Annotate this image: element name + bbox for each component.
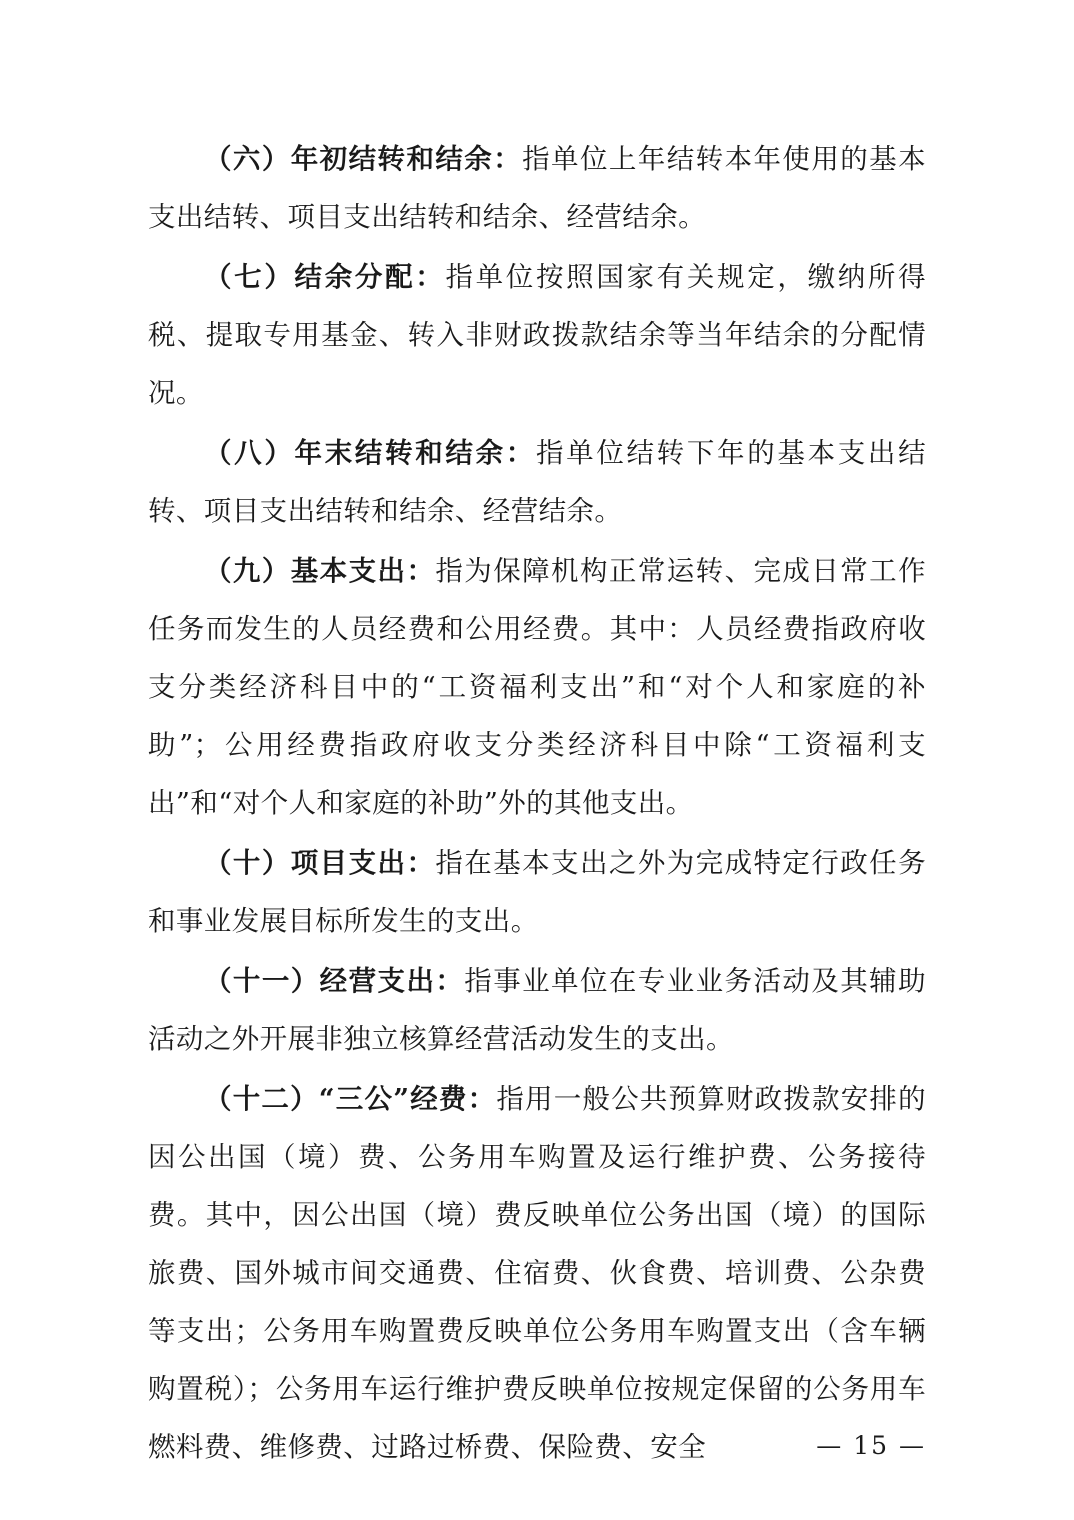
paragraph-7-lead: （七）结余分配： — [204, 261, 446, 293]
paragraph-12-text: 指用一般公共预算财政拨款安排的因公出国（境）费、公务用车购置及运行维护费、公务接待费。其中，因公出国（境）费反映单位公务出国（境）的国际旅费、国外城市间交通费、住宿费、伙食费、培训费、公杂费等支出；公务用车购置费反映单位公务用车购置支出（含车辆购置税）；公务用车运行维护费反映单位按规定保留的公务用车燃料费、维修费、过路过桥费、保险费、安全 — [148, 1083, 927, 1463]
paragraph-12-lead: （十二）“三公”经费： — [204, 1083, 497, 1115]
paragraph-11-lead: （十一）经营支出： — [204, 965, 465, 997]
paragraph-9-lead: （九）基本支出： — [204, 555, 436, 587]
paragraph-11-text: 指事业单位在专业业务活动及其辅助活动之外开展非独立核算经营活动发生的支出。 — [148, 965, 926, 1055]
paragraph-10-lead: （十）项目支出： — [204, 847, 436, 879]
paragraph-9 — [148, 542, 926, 832]
paragraph-9-text: 指为保障机构正常运转、完成日常工作任务而发生的人员经费和公用经费。其中：人员经费指政府收支分类经济科目中的“工资福利支出”和“对个人和家庭的补助”；公用经费指政府收支分类经济科目中除“工资福利支出”和“对个人和家庭的补助”外的其他支出。 — [148, 555, 926, 819]
paragraph-6-text: 指单位上年结转本年使用的基本支出结转、项目支出结转和结余、经营结余。 — [148, 143, 926, 233]
document-body — [148, 130, 926, 1476]
paragraph-7-text: 指单位按照国家有关规定，缴纳所得税、提取专用基金、转入非财政拨款结余等当年结余的分配情况。 — [148, 261, 927, 409]
paragraph-8-lead: （八）年末结转和结余： — [204, 437, 536, 469]
paragraph-8-text: 指单位结转下年的基本支出结转、项目支出结转和结余、经营结余。 — [148, 437, 927, 527]
paragraph-10-text: 指在基本支出之外为完成特定行政任务和事业发展目标所发生的支出。 — [148, 847, 926, 937]
page-number: — 15 — — [816, 1431, 926, 1460]
paragraph-8 — [148, 424, 926, 540]
paragraph-6-lead: （六）年初结转和结余： — [204, 143, 523, 175]
paragraph-7 — [148, 248, 926, 422]
paragraph-6 — [148, 130, 926, 246]
paragraph-12 — [148, 1070, 926, 1476]
paragraph-10 — [148, 834, 926, 950]
paragraph-11 — [148, 952, 926, 1068]
